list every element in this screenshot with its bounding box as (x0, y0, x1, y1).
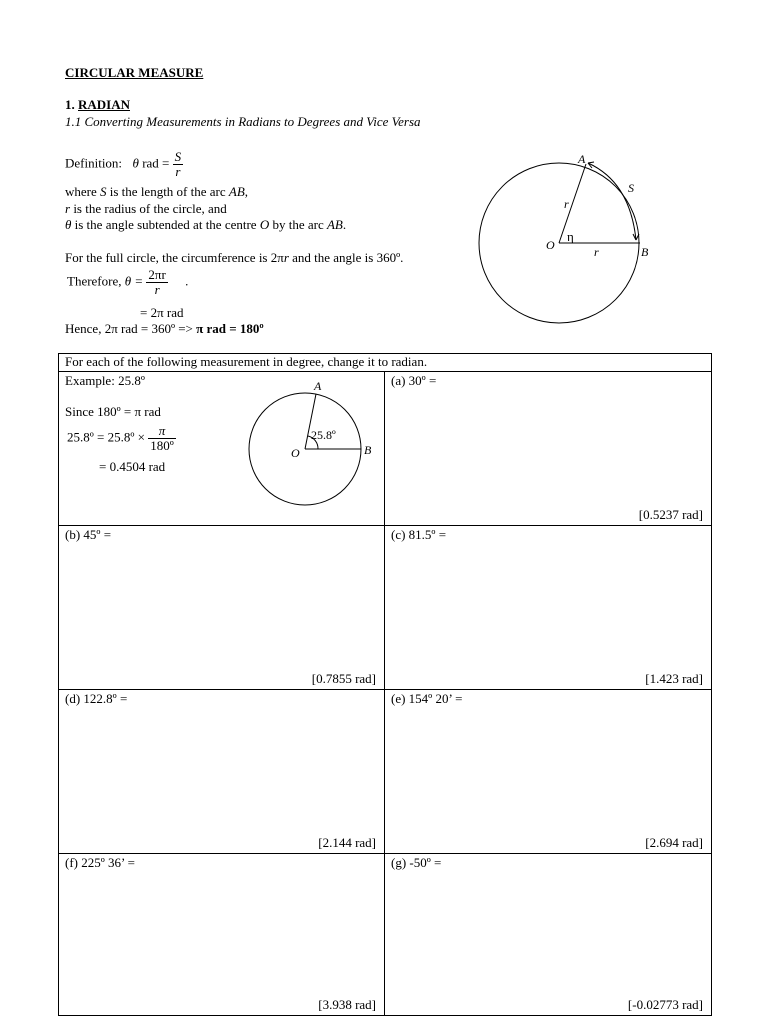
s-over-r-fraction (173, 150, 184, 179)
answer-text: [0.7855 rad] (311, 671, 376, 686)
where-line-1: where S is the length of the arc AB, (65, 184, 249, 199)
example-result: = 0.4504 rad (99, 459, 166, 474)
pi-over-180-fraction (148, 424, 176, 453)
example-step: 25.8º = 25.8º × $\frac{\pi}{\text{180º}}$ (67, 423, 174, 453)
period-mark: . (185, 273, 189, 289)
answer-text: [0.5237 rad] (638, 507, 703, 522)
fraction-denominator: r (175, 164, 181, 179)
label-b: B (641, 245, 649, 259)
section-title: RADIAN (78, 97, 130, 112)
fraction-numerator: π (148, 424, 176, 439)
two-pi-r-over-r-fraction (146, 268, 167, 297)
page-title: CIRCULAR MEASURE (65, 65, 204, 80)
exercise-table (58, 353, 712, 1016)
question-text: (e) 154º 20’ = (391, 691, 463, 706)
answer-text: [2.144 rad] (318, 835, 376, 850)
question-cell-f (59, 854, 384, 1015)
question-cell-g (385, 854, 711, 1015)
where-line-3: θ is the angle subtended at the centre O by the arc AB. (65, 217, 347, 232)
question-cell-e (385, 690, 711, 853)
answer-text: [1.423 rad] (645, 671, 703, 686)
definition-label: Definition: (65, 155, 123, 171)
label-o: O (291, 446, 300, 460)
table-instruction: For each of the following measurement in degree, change it to radian. (59, 354, 711, 372)
rad-equals: rad = (138, 155, 173, 171)
section-heading (65, 97, 130, 113)
question-cell-a (385, 372, 711, 525)
where-line-2: r is the radius of the circle, and (65, 201, 227, 216)
question-text: (b) 45º = (65, 527, 112, 542)
question-text: (c) 81.5º = (391, 527, 447, 542)
answer-text: [3.938 rad] (318, 997, 376, 1012)
label-b: B (364, 443, 372, 457)
question-cell-c (385, 526, 711, 689)
fraction-denominator: 180º (150, 438, 174, 453)
answer-text: [2.694 rad] (645, 835, 703, 850)
label-s: S (628, 181, 634, 195)
question-text: (d) 122.8º = (65, 691, 128, 706)
section-number: 1. (65, 97, 75, 112)
example-since: Since 180º = π rad (65, 404, 161, 419)
full-circle-result: = 2π rad (140, 305, 184, 320)
question-text: (f) 225º 36’ = (65, 855, 135, 870)
question-text: (a) 30º = (391, 373, 437, 388)
answer-text: [-0.02773 rad] (627, 997, 703, 1012)
angle-symbol: η (567, 229, 574, 244)
angle-value: 25.8º (311, 428, 336, 442)
label-r-horizontal: r (594, 245, 599, 259)
label-o: O (546, 238, 555, 252)
label-a: A (578, 152, 586, 166)
subsection-heading: 1.1 Converting Measurements in Radians to Degrees and Vice Versa (65, 114, 421, 129)
therefore-formula: Therefore, θ = $\frac{2\pi r}{r}$ . (67, 267, 189, 297)
full-circle-line: For the full circle, the circumference is 2πr and the angle is 360º. (65, 250, 404, 265)
key-result: π rad = 180º (196, 321, 264, 336)
example-label: Example: 25.8º (65, 373, 145, 388)
fraction-numerator: 2πr (148, 267, 166, 282)
definition-formula (65, 150, 183, 179)
theta-symbol: θ (132, 155, 139, 171)
example-cell (59, 372, 384, 525)
question-cell-d (59, 690, 384, 853)
question-cell-b (59, 526, 384, 689)
radian-circle-diagram (470, 150, 670, 330)
label-a: A (314, 379, 322, 393)
hence-line: Hence, 2π rad = 360º => π rad = 180º (65, 321, 264, 336)
fraction-numerator: S (174, 149, 182, 164)
arc-s (588, 163, 636, 240)
question-text: (g) -50º = (391, 855, 442, 870)
example-circle-diagram (239, 377, 379, 517)
fraction-denominator: r (154, 282, 160, 297)
label-r-slant: r (564, 197, 569, 211)
